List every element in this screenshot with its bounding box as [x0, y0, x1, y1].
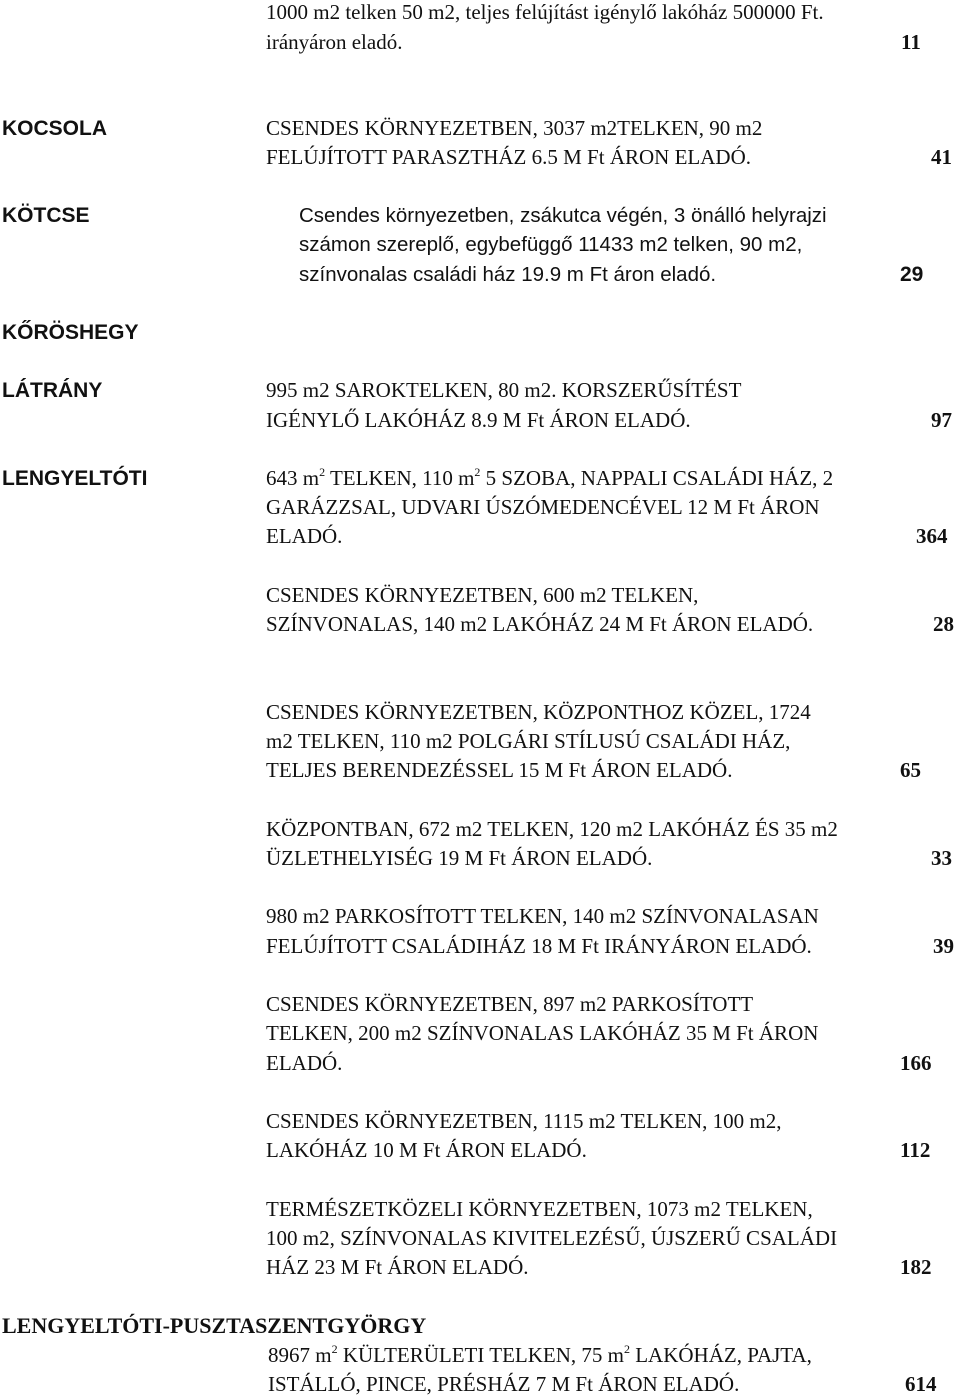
location-heading: LENGYELTÓTI-PUSZTASZENTGYÖRGY	[2, 1313, 427, 1338]
reference-number: 39	[933, 934, 954, 958]
reference-number: 29	[900, 263, 924, 286]
reference-number: 33	[931, 846, 952, 870]
listing-text-line: 995 m2 SAROKTELKEN, 80 m2. KORSZERŰSÍTÉST	[266, 378, 742, 402]
reference-number: 28	[933, 612, 954, 636]
location-heading: LÁTRÁNY	[2, 379, 103, 402]
listing-text-line: FELÚJÍTOTT CSALÁDIHÁZ 18 M Ft IRÁNYÁRON ELADÓ.	[266, 934, 812, 958]
listing-text-line: Csendes környezetben, zsákutca végén, 3 önálló helyrajzi	[299, 204, 827, 227]
listing-text-line: CSENDES KÖRNYEZETBEN, 600 m2 TELKEN,	[266, 583, 699, 607]
listing-text-line: irányáron eladó.	[266, 30, 403, 54]
reference-number: 182	[900, 1255, 932, 1279]
listing-text-line: FELÚJÍTOTT PARASZTHÁZ 6.5 M Ft ÁRON ELADÓ.	[266, 145, 751, 169]
listing-text-line: 643 $m^2$ TELKEN, 110 $m^2$ 5 SZOBA, NAPPALI CSALÁDI HÁZ, 2	[266, 465, 834, 490]
listing-text-line: ELADÓ.	[266, 1051, 343, 1075]
location-heading: KOCSOLA	[2, 117, 107, 140]
listing-text-line: 8967 $m^2$ KÜLTERÜLETI TELKEN, 75 $m^2$ LAKÓHÁZ, PAJTA,	[268, 1342, 812, 1367]
location-heading: LENGYELTÓTI	[2, 467, 148, 490]
reference-number: 112	[900, 1138, 931, 1162]
listing-text-line: TELKEN, 200 m2 SZÍNVONALAS LAKÓHÁZ 35 M Ft ÁRON	[266, 1021, 819, 1045]
listing-text-line: KÖZPONTBAN, 672 m2 TELKEN, 120 m2 LAKÓHÁZ ÉS 35 m2	[266, 817, 838, 841]
listing-text-line: TERMÉSZETKÖZELI KÖRNYEZETBEN, 1073 m2 TELKEN,	[266, 1197, 813, 1221]
reference-number: 41	[931, 145, 952, 169]
listing-text-line: színvonalas családi ház 19.9 m Ft áron eladó.	[299, 263, 717, 286]
listing-text-line: CSENDES KÖRNYEZETBEN, KÖZPONTHOZ KÖZEL, 1724	[266, 700, 811, 724]
listing-text-line: LAKÓHÁZ 10 M Ft ÁRON ELADÓ.	[266, 1138, 587, 1162]
listing-text-line: GARÁZZSAL, UDVARI ÚSZÓMEDENCÉVEL 12 M Ft ÁRON	[266, 495, 820, 519]
listing-text-line: HÁZ 23 M Ft ÁRON ELADÓ.	[266, 1255, 529, 1279]
listing-text-line: ÜZLETHELYISÉG 19 M Ft ÁRON ELADÓ.	[266, 846, 653, 870]
listing-text-line: ELADÓ.	[266, 524, 343, 548]
listing-text-line: CSENDES KÖRNYEZETBEN, 1115 m2 TELKEN, 100 m2,	[266, 1109, 782, 1133]
reference-number: 614	[905, 1372, 937, 1396]
location-heading: KÖTCSE	[2, 204, 90, 227]
location-heading: KŐRÖSHEGY	[2, 321, 139, 344]
listing-text-line: TELJES BERENDEZÉSSEL 15 M Ft ÁRON ELADÓ.	[266, 758, 733, 782]
listing-text-line: SZÍNVONALAS, 140 m2 LAKÓHÁZ 24 M Ft ÁRON ELADÓ.	[266, 612, 814, 636]
listing-text-line: 1000 m2 telken 50 m2, teljes felújítást igénylő lakóház 500000 Ft.	[266, 0, 824, 24]
reference-number: 166	[900, 1051, 932, 1075]
listing-text-line: CSENDES KÖRNYEZETBEN, 3037 m2TELKEN, 90 m2	[266, 116, 763, 140]
listing-text-line: 980 m2 PARKOSÍTOTT TELKEN, 140 m2 SZÍNVONALASAN	[266, 904, 819, 928]
listing-text-line: m2 TELKEN, 110 m2 POLGÁRI STÍLUSÚ CSALÁDI HÁZ,	[266, 729, 791, 753]
reference-number: 364	[916, 524, 948, 548]
reference-number: 11	[901, 30, 921, 54]
reference-number: 97	[931, 408, 952, 432]
listing-text-line: CSENDES KÖRNYEZETBEN, 897 m2 PARKOSÍTOTT	[266, 992, 754, 1016]
reference-number: 65	[900, 758, 921, 782]
listing-text-line: 100 m2, SZÍNVONALAS KIVITELEZÉSŰ, ÚJSZERŰ CSALÁDI	[266, 1226, 838, 1250]
listing-text-line: ISTÁLLÓ, PINCE, PRÉSHÁZ 7 M Ft ÁRON ELADÓ.	[268, 1372, 740, 1396]
listing-text-line: IGÉNYLŐ LAKÓHÁZ 8.9 M Ft ÁRON ELADÓ.	[266, 408, 691, 432]
listing-text-line: számon szereplő, egybefüggő 11433 m2 telken, 90 m2,	[299, 233, 803, 256]
